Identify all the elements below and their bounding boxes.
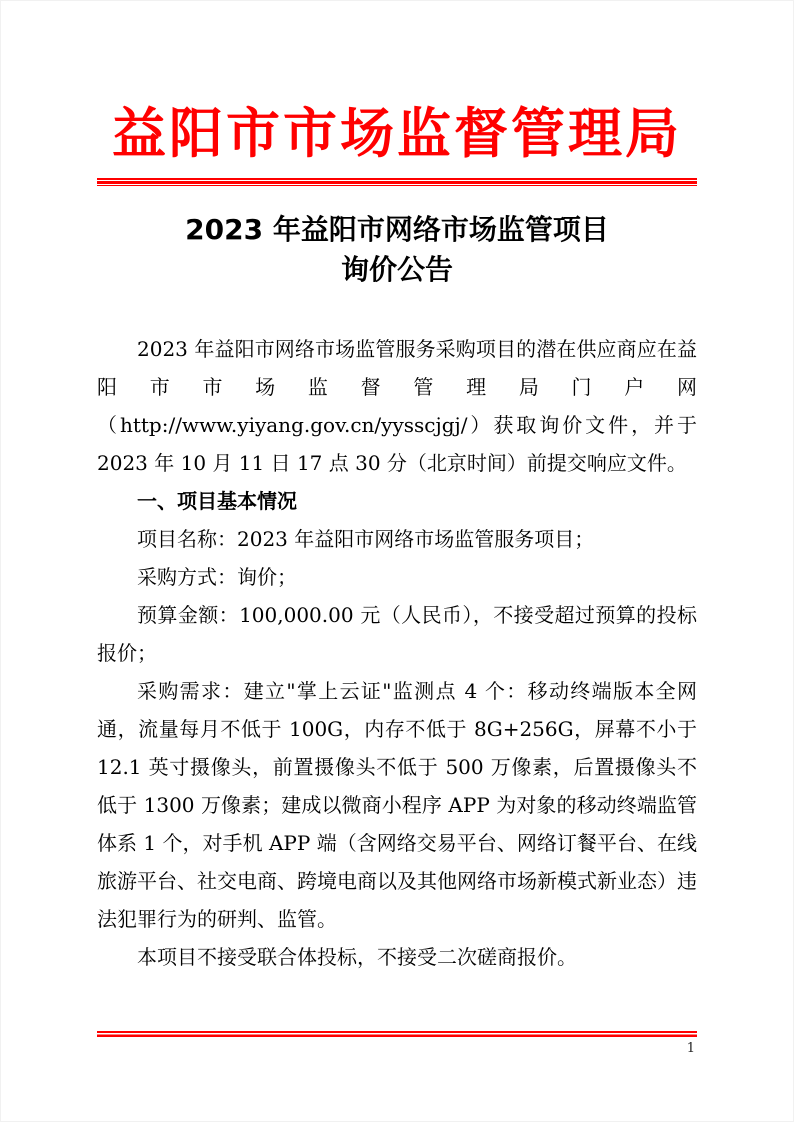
- agency-letterhead-title: 益阳市市场监督管理局: [112, 101, 682, 165]
- section-heading-basic-info: 一、项目基本情况: [137, 488, 297, 513]
- document-title-line1: 2023 年益阳市网络市场监管项目: [185, 212, 609, 246]
- paragraph-budget: 预算金额：100,000.00 元（人民币），不接受超过预算的投标报价；: [97, 602, 697, 665]
- paragraph-procurement-method: 采购方式：询价；: [137, 564, 297, 589]
- footer-red-rule: [97, 1031, 697, 1037]
- document-title-line2: 询价公告: [340, 252, 453, 286]
- letterhead-red-rule: [97, 178, 697, 186]
- document-title: [97, 210, 697, 290]
- paragraph-no-consortium: 本项目不接受联合体投标，不接受二次磋商报价。: [137, 944, 577, 969]
- paragraph-requirements: 采购需求：建立"掌上云证"监测点 4 个：移动终端版本全网通，流量每月不低于 100G，内存不低于 8G+256G，屏幕不小于 12.1 英寸摄像头，前置摄像头不低于 500 万像素，后置摄像头不低于 1300 万像素；建成以微商小程序 APP 为对象的移动终端监管体系 1 个，对手机 APP 端（含网络交易平台、网络订餐平台、在线旅游平台、社交电商、跨境电商以及其他网络市场新模式新业态）违法犯罪行为的研判、监管。: [97, 678, 697, 931]
- paragraph-project-name: 项目名称：2023 年益阳市网络市场监管服务项目；: [137, 526, 595, 551]
- page-number: 1: [686, 1041, 695, 1056]
- paragraph-intro: 2023 年益阳市网络市场监管服务采购项目的潜在供应商应在益阳市市场监督管理局门户网（http://www.yiyang.gov.cn/yysscjgj/）获取询价文件，并于 2023 年 10 月 11 日 17 点 30 分（北京时间）前提交响应文件。: [97, 336, 697, 475]
- document-body: [97, 330, 697, 976]
